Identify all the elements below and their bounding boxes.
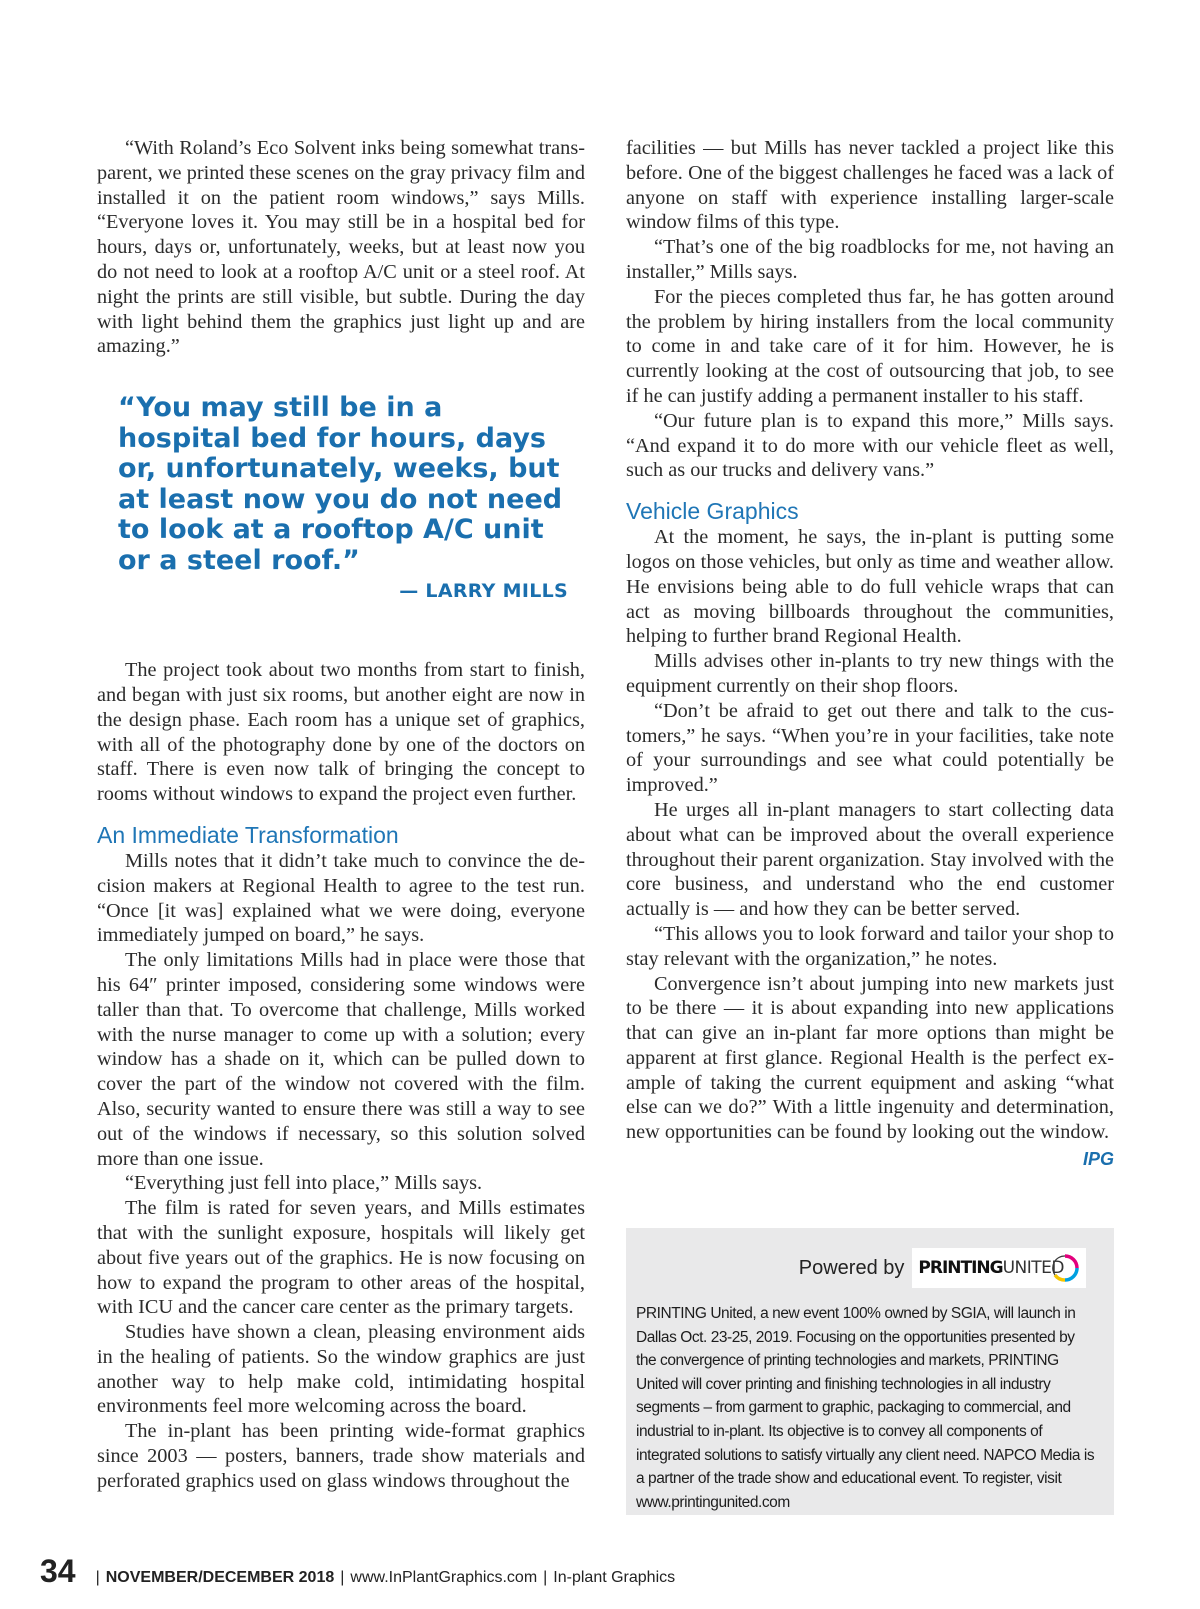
article-paragraph: “With Roland’s Eco Solvent inks being somewhat transparent, we printed these scenes on the gray privacy film and installed it on the patient room windows,” says Mills. “Everyone loves it. You may still be in a hospital bed for hours, days or, unfortunately, weeks, but at least now you do not need to look at a rooftop A/C unit or a steel roof. At night the prints are still visible, but subtle. During the day with light behind them the graphics just light up and are amazing.”	[97, 137, 585, 358]
article-paragraph: “This allows you to look forward and tailor your shop to stay relevant with the organization,” he notes.	[626, 922, 1114, 970]
page-footer	[40, 1553, 675, 1590]
logo-wordmark-bold: PRINTING	[918, 1258, 1003, 1278]
footer-separator: |	[543, 1569, 548, 1586]
article-paragraph-final	[626, 972, 1114, 1170]
page-number: 34	[40, 1553, 76, 1589]
article-paragraph: Studies have shown a clean, pleasing environment aids in the healing of patients. So the window graphics are just another way to help make cold, intimidating hospital environments feel more welcoming across the board.	[97, 1321, 585, 1418]
article-paragraph: At the moment, he says, the in-plant is putting some logos on those vehicles, but only as time and weather allow. He envisions being able to do full vehicle wraps that can act as moving billboards throughout the communities, helping to further brand Regional Health.	[626, 526, 1114, 648]
section-heading-vehicle-graphics: Vehicle Graphics	[626, 498, 799, 525]
article-paragraph: “Our future plan is to expand this more,” Mills says. “And expand it to do more with our vehicle fleet as well, such as our trucks and delivery vans.”	[626, 409, 1114, 482]
article-paragraph: facilities — but Mills has never tackled a project like this before. One of the biggest challenges he faced was a lack of anyone on staff with experience installing larger-scale window films of this type.	[626, 137, 1114, 234]
article-paragraph: The in-plant has been printing wide-format graphics since 2003 — posters, banners, trade show materials and perforated graphics used on glass windows throughout the	[97, 1420, 585, 1492]
sidebar-body-text: PRINTING United, a new event 100% owned by SGIA, will launch in Dallas Oct. 23-25, 2019. Focusing on the opportunities presented by the convergence of printing technologies and markets, PRINTING United will cover printing and finishing technologies in all industry segments – from garment to graphic, packaging to commercial, and industrial to in-plant. Its objective is to convey all components of integrated solutions to satisfy virtually any client need. NAPCO Media is a partner of the trade show and educational event. To register, visit www.printingunited.com	[636, 1305, 1095, 1511]
footer-publication: In-plant Graphics	[553, 1569, 676, 1586]
final-paragraph-text: Convergence isn’t about jumping into new markets just to be there — it is about expanding into new applications that can give an in-plant far more options than might be apparent at first glance. Regional Health is the perfect example of taking the current equipment and asking “what else can we do?” With a little ingenuity and determination, new opportunities can be found by looking out the window.	[626, 972, 1114, 1144]
pull-quote-text: “You may still be in a hospital bed for hours, days or, unfortunately, weeks, but at least now you do not need to look at a rooftop A/C unit or a steel roof.”	[118, 392, 563, 576]
printing-united-sidebar	[626, 1228, 1114, 1515]
pull-quote-attribution: — LARRY MILLS	[399, 580, 568, 603]
powered-by-row	[636, 1248, 1086, 1288]
article-paragraph: “Don’t be afraid to get out there and talk to the customers,” he says. “When you’re in your facilities, take note of your surroundings and see what could potentially be improved.”	[626, 699, 1114, 797]
article-paragraph: For the pieces completed thus far, he has gotten around the problem by hiring installers from the local community to come in and take care of it for him. However, he is currently looking at the cost of outsourcing that job, to see if he can justify adding a permanent installer to his staff.	[626, 285, 1114, 407]
footer-issue: NOVEMBER/DECEMBER 2018	[105, 1569, 335, 1586]
article-paragraph: Mills notes that it didn’t take much to convince the decision makers at Regional Health to agree to the test run. “Once [it was] explained what we were doing, everyone immediately jumped on board,” he says.	[97, 849, 585, 947]
logo-ring-icon	[1050, 1253, 1080, 1283]
footer-separator: |	[95, 1569, 100, 1586]
article-paragraph: “Everything just fell into place,” Mills says.	[125, 1172, 483, 1195]
section-heading-immediate-transformation: An Immediate Transformation	[97, 821, 399, 848]
footer-separator: |	[340, 1569, 345, 1586]
article-paragraph: The only limitations Mills had in place were those that his 64″ printer imposed, considering some windows were taller than that. To overcome that challenge, Mills worked with the nurse manager to come up with a solution; every window has a shade on it, which can be pulled down to cover the part of the window not covered with the film. Also, security wanted to ensure there was still a way to see out of the windows if necessary, so this solution solved more than one issue.	[97, 949, 585, 1170]
footer-website-link[interactable]: www.InPlantGraphics.com	[350, 1569, 538, 1586]
article-paragraph: The project took about two months from start to finish, and began with just six rooms, but another eight are now in the design phase. Each room has a unique set of graphics, with all of the photography done by one of the doctors on staff. There is even now talk of bringing the concept to rooms without windows to expand the project even further.	[97, 659, 585, 806]
right-column	[626, 136, 1114, 1172]
article-paragraph: The film is rated for seven years, and Mills estimates that with the sunlight exposure, hospitals will likely get about five years out of the graphics. He is now focusing on how to expand the program to other areas of the hospital, with ICU and the cancer care center as the primary targets.	[97, 1197, 585, 1319]
pull-quote	[118, 393, 568, 602]
article-paragraph: Mills advises other in-plants to try new things with the equipment currently on their shop floors.	[626, 650, 1114, 697]
powered-by-label: Powered by	[798, 1256, 905, 1279]
end-signoff: IPG	[1082, 1149, 1114, 1170]
article-paragraph: He urges all in-plant managers to start collecting data about what can be improved about the overall experience throughout their parent organization. Stay involved with the core business, and understand who the end customer actually is — and how they can be better served.	[626, 798, 1114, 921]
article-paragraph: “That’s one of the big roadblocks for me, not having an installer,” Mills says.	[626, 236, 1114, 283]
logo-wordmark-light: UNITED	[1002, 1258, 1064, 1278]
printing-united-logo	[912, 1248, 1086, 1288]
left-column	[97, 136, 585, 1494]
footer-text	[90, 1569, 676, 1587]
